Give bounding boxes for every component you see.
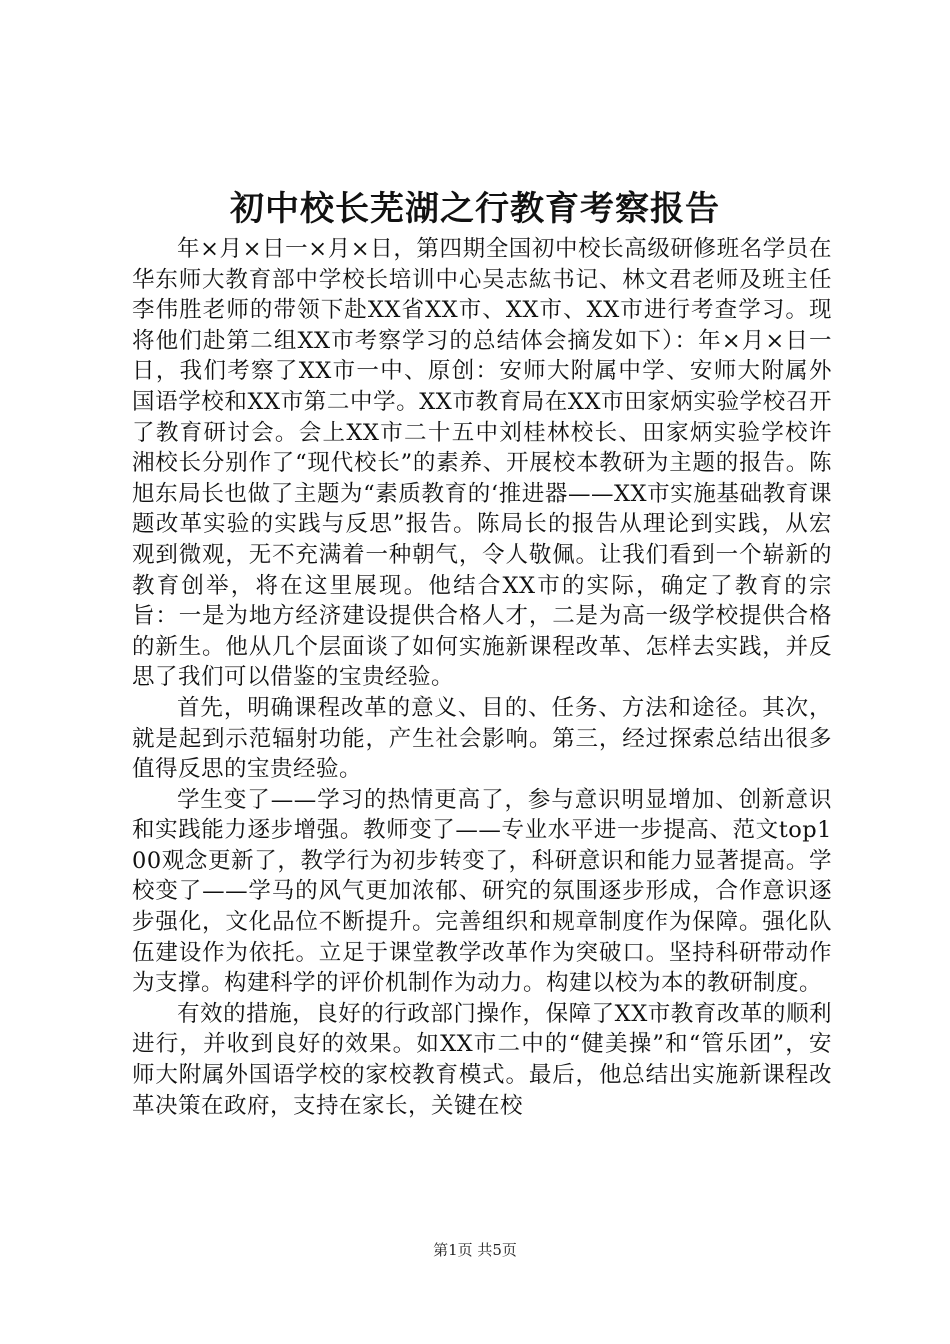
document-title: 初中校长芜湖之行教育考察报告 xyxy=(230,189,720,229)
paragraph-2: 首先，明确课程改革的意义、目的、任务、方法和途径。其次，就是起到示范辐射功能，产生社会影响。第三，经过探索总结出很多值得反思的宝贵经验。 xyxy=(132,694,832,783)
document-body xyxy=(132,234,832,1121)
paragraph-4: 有效的措施，良好的行政部门操作，保障了XX市教育改革的顺利进行，并收到良好的效果。如XX市二中的“健美操”和“管乐团”，安师大附属外国语学校的家校教育模式。最后，他总结出实施新课程改革决策在政府，支持在家长，关键在校 xyxy=(132,1000,832,1119)
page-number-footer: 第1页 共5页 xyxy=(433,1241,517,1259)
paragraph-3: 学生变了——学习的热情更高了，参与意识明显增加、创新意识和实践能力逐步增强。教师变了——专业水平进一步提高、范文top100观念更新了，教学行为初步转变了，科研意识和能力显著提高。学校变了——学马的风气更加浓郁、研究的氛围逐步形成，合作意识逐步强化，文化品位不断提升。完善组织和规章制度作为保障。强化队伍建设作为依托。立足于课堂教学改革作为突破口。坚持科研带动作为支撑。构建科学的评价机制作为动力。构建以校为本的教研制度。 xyxy=(132,786,832,997)
paragraph-1: 年×月×日一×月×日，第四期全国初中校长高级研修班名学员在华东师大教育部中学校长培训中心吴志紘书记、林文君老师及班主任李伟胜老师的带领下赴XX省XX市、XX市、XX市进行考查学习。现将他们赴第二组XX市考察学习的总结体会摘发如下）：年×月×日一日，我们考察了XX市一中、原创：安师大附属中学、安师大附属外国语学校和XX市第二中学。XX市教育局在XX市田家炳实验学校召开了教育研讨会。会上XX市二十五中刘桂林校长、田家炳实验学校许湘校长分别作了“现代校长”的素养、开展校本教研为主题的报告。陈旭东局长也做了主题为“素质教育的‘推进器——XX市实施基础教育课题改革实验的实践与反思”报告。陈局长的报告从理论到实践，从宏观到微观，无不充满着一种朝气，令人敬佩。让我们看到一个崭新的教育创举，将在这里展现。他结合XX市的实际，确定了教育的宗旨：一是为地方经济建设提供合格人才，二是为高一级学校提供合格的新生。他从几个层面谈了如何实施新课程改革、怎样去实践，并反思了我们可以借鉴的宝贵经验。 xyxy=(132,236,832,691)
